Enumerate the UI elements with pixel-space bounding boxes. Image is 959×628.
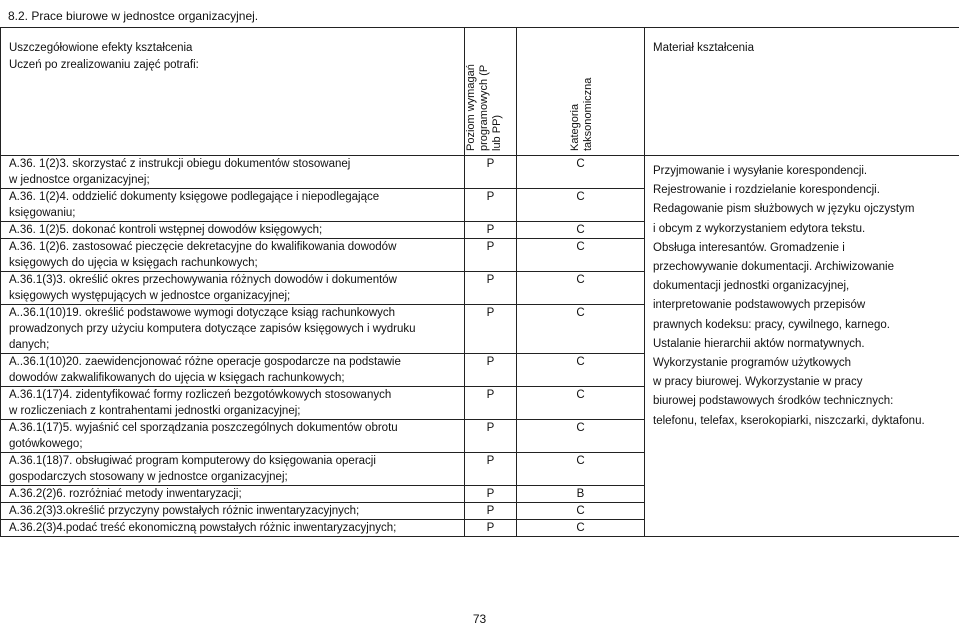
outcome-text-line1: A.36. 1(2)6. zastosować pieczęcie dekretacyjne do kwalifikowania dowodów [9,241,397,253]
header-level-text [465,64,504,151]
material-line: Redagowanie pism służbowych w języku ojczystym [653,203,915,216]
curriculum-table [0,27,959,537]
level-cell: P [465,453,517,486]
outcome-cell [1,520,465,537]
outcome-cell [1,305,465,354]
material-line: telefonu, telefax, kserokopiarki, niszczarki, dyktafonu. [653,414,925,427]
category-cell: C [517,272,645,305]
outcome-text-line3: danych; [9,339,50,351]
outcome-text-line1: A..36.1(10)20. zaewidencjonować różne operacje gospodarcze na podstawie [9,356,401,368]
outcome-cell [1,453,465,486]
header-level-line3: lub PP) [490,114,503,151]
outcome-text-line1: A.36.2(3)4.podać treść ekonomiczną powstałych różnic inwentaryzacyjnych; [9,522,397,534]
outcome-cell [1,354,465,387]
category-cell: C [517,354,645,387]
outcome-text-line2: prowadzonych przy użyciu komputera dotyczące zapisów księgowych i wydruku [9,323,416,335]
outcome-cell [1,503,465,520]
outcome-text-line1: A.36. 1(2)3. skorzystać z instrukcji obiegu dokumentów stosowanej [9,158,351,170]
material-line: interpretowanie podstawowych przepisów [653,299,866,312]
outcome-text-line2: w rozliczeniach z kontrahentami jednostki organizacyjnej; [9,405,301,417]
outcome-text-line2: w jednostce organizacyjnej; [9,174,150,186]
level-cell: P [465,222,517,239]
category-cell: C [517,156,645,189]
header-level [465,28,517,156]
material-line: prawnych kodeksu: pracy, cywilnego, karnego. [653,318,890,331]
outcome-text-line1: A.36.2(2)6. rozróżniać metody inwentaryzacji; [9,488,242,500]
level-cell: P [465,305,517,354]
outcome-text-line2: gotówkowego; [9,438,83,450]
outcome-text-line1: A.36.1(17)5. wyjaśnić cel sporządzania poszczególnych dokumentów obrotu [9,422,398,434]
header-level-line1: Poziom wymagań [464,64,477,151]
level-cell: P [465,486,517,503]
header-category-line2: taksonomiczna [581,77,594,151]
level-cell: P [465,156,517,189]
outcome-cell [1,486,465,503]
outcome-cell [1,420,465,453]
level-cell: P [465,420,517,453]
level-cell: P [465,239,517,272]
material-line: i obcym z wykorzystaniem edytora tekstu. [653,222,866,235]
level-cell: P [465,503,517,520]
header-level-line2: programowych (P [477,64,490,151]
outcome-text-line1: A.36. 1(2)5. dokonać kontroli wstępnej dowodów księgowych; [9,224,323,236]
outcome-cell [1,387,465,420]
category-cell: C [517,189,645,222]
category-cell: C [517,453,645,486]
page-number: 73 [472,612,487,626]
material-line: Przyjmowanie i wysyłanie korespondencji. [653,165,868,177]
outcome-text-line1: A.36.1(18)7. obsługiwać program komputerowy do księgowania operacji [9,455,376,467]
header-outcomes-line1: Uszczegółowione efekty kształcenia [9,42,193,54]
material-line: Obsługa interesantów. Gromadzenie i [653,241,845,254]
outcome-cell [1,189,465,222]
outcome-cell [1,239,465,272]
material-line: Rejestrowanie i rozdzielanie korespondencji. [653,184,880,197]
category-cell: C [517,387,645,420]
material-line: Wykorzystanie programów użytkowych [653,357,852,370]
category-cell: B [517,486,645,503]
category-cell: C [517,520,645,537]
outcome-text-line2: księgowych występujących w jednostce organizacyjnej; [9,290,291,302]
header-material: Materiał kształcenia [645,28,959,156]
outcome-text-line1: A.36.2(3)3.określić przyczyny powstałych różnic inwentaryzacyjnych; [9,505,360,517]
material-line: Ustalanie hierarchii aktów normatywnych. [653,337,865,350]
header-outcomes [1,28,465,156]
outcome-text-line2: księgowaniu; [9,207,76,219]
table-row [1,156,959,189]
outcome-text-line2: gospodarczych stosowany w jednostce organizacyjnej; [9,471,288,483]
level-cell: P [465,387,517,420]
outcome-text-line1: A.36.1(3)3. określić okres przechowywania różnych dowodów i dokumentów [9,274,397,286]
level-cell: P [465,189,517,222]
category-cell: C [517,222,645,239]
outcome-cell [1,272,465,305]
category-cell: C [517,239,645,272]
outcome-text-line1: A.36.1(17)4. zidentyfikować formy rozliczeń bezgotówkowych stosowanych [9,389,392,401]
table-header-row [1,28,959,156]
material-line: przechowywanie dokumentacji. Archiwizowanie [653,261,894,274]
outcome-text-line2: księgowych do ujęcia w księgach rachunkowych; [9,257,258,269]
material-cell [645,156,959,537]
header-outcomes-line2: Uczeń po zrealizowaniu zajęć potrafi: [9,59,199,71]
category-cell: C [517,503,645,520]
outcome-cell [1,222,465,239]
level-cell: P [465,520,517,537]
header-category-text [569,78,595,151]
outcome-text-line1: A.36. 1(2)4. oddzielić dokumenty księgowe podlegające i niepodlegające [9,191,380,203]
category-cell: C [517,305,645,354]
header-category [517,28,645,156]
category-cell: C [517,420,645,453]
material-line: dokumentacji jednostki organizacyjnej, [653,280,850,293]
material-line: biurowej podstawowych środków technicznych: [653,395,894,408]
outcome-text-line2: dowodów zakwalifikowanych do ujęcia w księgach rachunkowych; [9,372,345,384]
level-cell: P [465,354,517,387]
material-line: w pracy biurowej. Wykorzystanie w pracy [653,376,863,389]
outcome-cell [1,156,465,189]
level-cell: P [465,272,517,305]
section-title: 8.2. Prace biurowe w jednostce organizacyjnej. [8,9,259,23]
outcome-text-line1: A..36.1(10)19. określić podstawowe wymogi dotyczące ksiąg rachunkowych [9,307,396,319]
header-category-line1: Kategoria [568,103,581,151]
